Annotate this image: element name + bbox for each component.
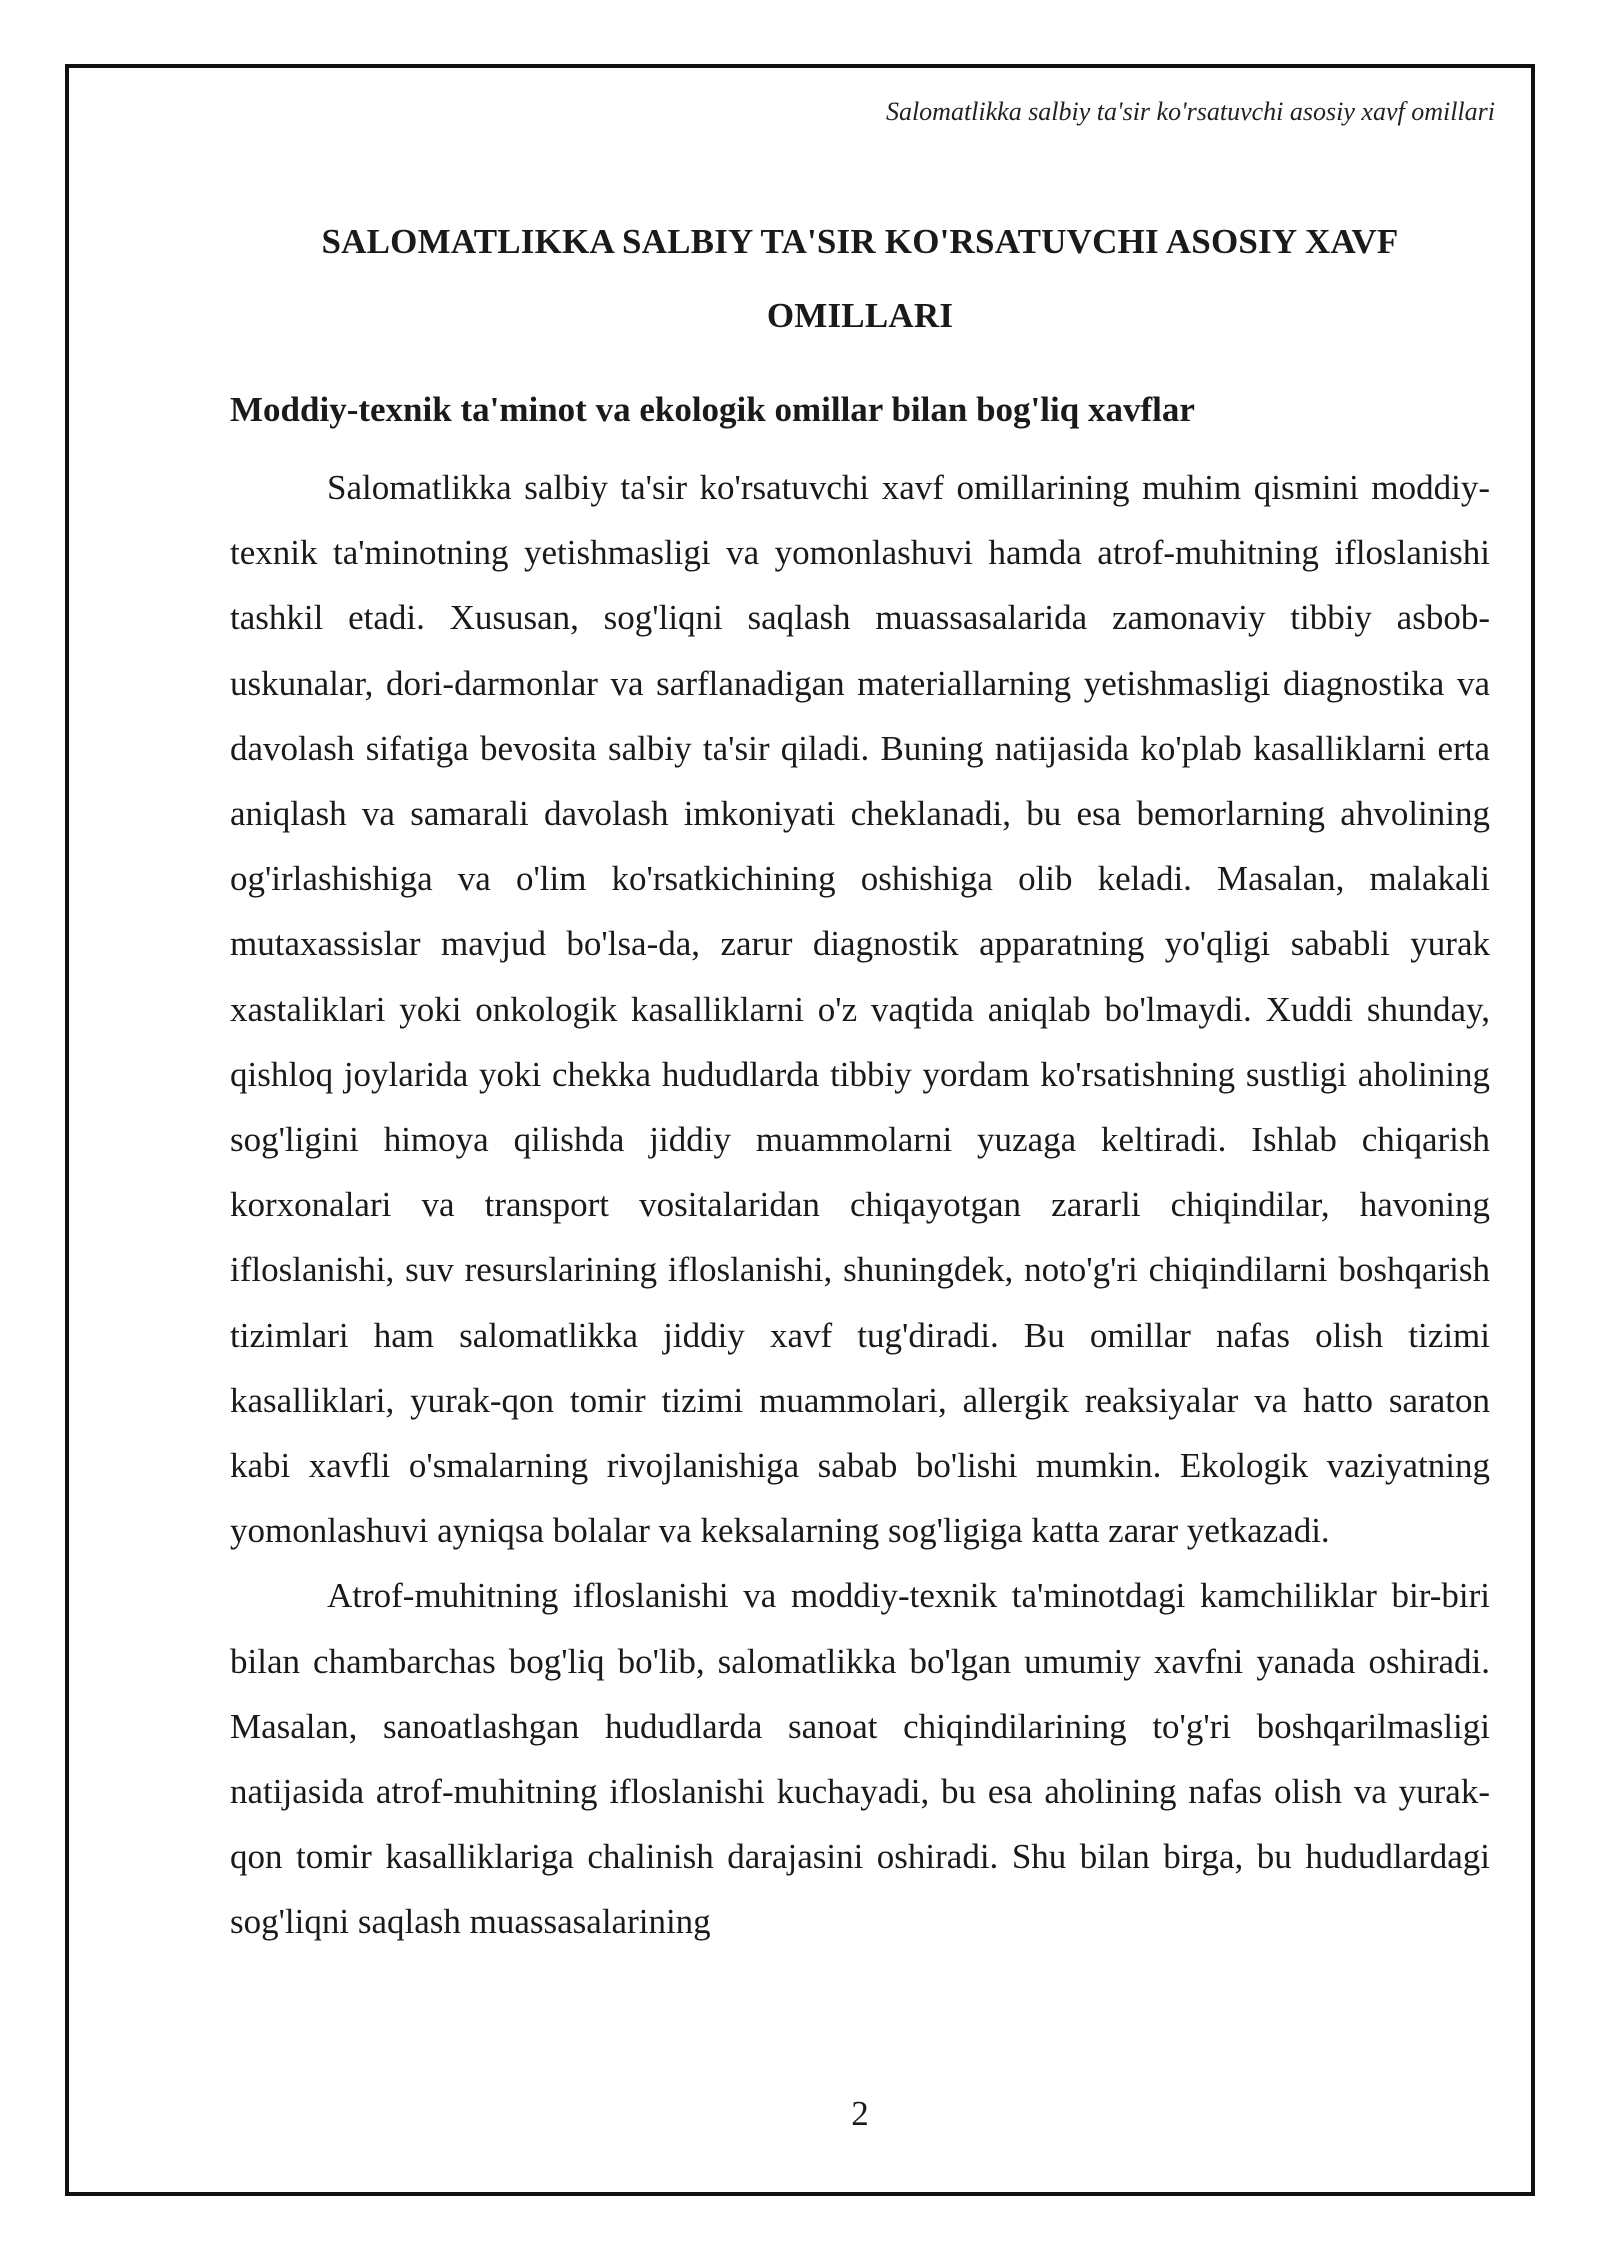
section-heading: Moddiy-texnik ta'minot va ekologik omillar bilan bog'liq xavflar — [230, 390, 1195, 429]
document-body — [230, 205, 1490, 1955]
running-header: Salomatlikka salbiy ta'sir ko'rsatuvchi asosiy xavf omillari — [885, 97, 1495, 126]
page-number: 2 — [851, 2094, 869, 2133]
body-paragraph-2: Atrof-muhitning ifloslanishi va moddiy-texnik ta'minotdagi kamchiliklar bir-biri bilan chambarchas bog'liq bo'lib, salomatlikka bo'lgan umumiy xavfni yanada oshiradi. Masalan, sanoatlashgan hududlarda sanoat chiqindilarining to'g'ri boshqarilmasligi natijasida atrof-muhitning ifloslanishi kuchayadi, bu esa aholining nafas olish va yurak-qon tomir kasalliklariga chalinish darajasini oshiradi. Shu bilan birga, bu hududlardagi sog'liqni saqlash muassasalarining — [230, 1576, 1490, 1942]
body-paragraph-1: Salomatlikka salbiy ta'sir ko'rsatuvchi xavf omillarining muhim qismini moddiy-texnik ta'minotning yetishmasligi va yomonlashuvi hamda atrof-muhitning ifloslanishi tashkil etadi. Xususan, sog'liqni saqlash muassasalarida zamonaviy tibbiy asbob-uskunalar, dori-darmonlar va sarflanadigan materiallarning yetishmasligi diagnostika va davolash sifatiga bevosita salbiy ta'sir qiladi. Buning natijasida ko'plab kasalliklarni erta aniqlash va samarali davolash imkoniyati cheklanadi, bu esa bemorlarning ahvolining og'irlashishiga va o'lim ko'rsatkichining oshishiga olib keladi. Masalan, malakali mutaxassislar mavjud bo'lsa-da, zarur diagnostik apparatning yo'qligi sababli yurak xastaliklari yoki onkologik kasalliklarni o'z vaqtida aniqlab bo'lmaydi. Xuddi shunday, qishloq joylarida yoki chekka hududlarda tibbiy yordam ko'rsatishning sustligi aholining sog'ligini himoya qilishda jiddiy muammolarni yuzaga keltiradi. Ishlab chiqarish korxonalari va transport vositalaridan chiqayotgan zararli chiqindilar, havoning ifloslanishi, suv resurslarining ifloslanishi, shuningdek, noto'g'ri chiqindilarni boshqarish tizimlari ham salomatlikka jiddiy xavf tug'diradi. Bu omillar nafas olish tizimi kasalliklari, yurak-qon tomir tizimi muammolari, allergik reaksiyalar va hatto saraton kabi xavfli o'smalarning rivojlanishiga sabab bo'lishi mumkin. Ekologik vaziyatning yomonlashuvi ayniqsa bolalar va keksalarning sog'ligiga katta zarar yetkazadi. — [230, 468, 1490, 1551]
document-title: SALOMATLIKKA SALBIY TA'SIR KO'RSATUVCHI ASOSIY XAVF OMILLARI — [321, 222, 1399, 335]
